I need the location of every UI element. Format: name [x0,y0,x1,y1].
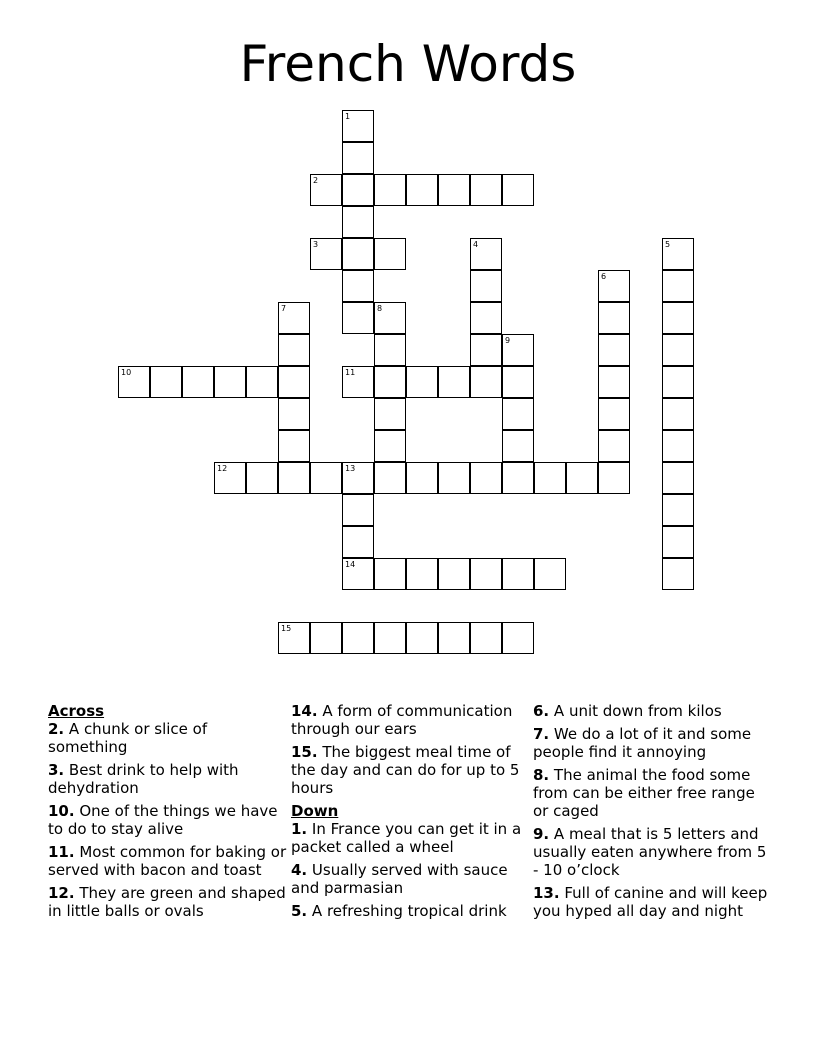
clue-text: Best drink to help with dehydration [48,761,239,797]
grid-cell[interactable] [662,238,694,270]
grid-cell[interactable] [374,174,406,206]
grid-cell[interactable] [342,622,374,654]
down-clue-list-continued [533,702,773,920]
down-heading: Down [291,802,339,820]
grid-cell[interactable] [342,494,374,526]
grid-cell[interactable] [310,238,342,270]
clue-item [291,861,531,897]
grid-cell[interactable] [470,174,502,206]
grid-cell[interactable] [502,558,534,590]
clue-number: 8. [533,766,550,784]
grid-cell[interactable] [502,366,534,398]
grid-cell[interactable] [502,174,534,206]
grid-cell[interactable] [278,462,310,494]
grid-cell[interactable] [566,462,598,494]
clues-column-3 [533,702,773,925]
clue-text: One of the things we have to do to stay alive [48,802,278,838]
grid-cell[interactable] [662,270,694,302]
clue-number: 9. [533,825,550,843]
grid-cell[interactable] [214,462,246,494]
grid-cell[interactable] [598,430,630,462]
grid-cell[interactable] [406,622,438,654]
grid-cell[interactable] [278,430,310,462]
grid-cell[interactable] [662,462,694,494]
grid-cell[interactable] [342,366,374,398]
grid-cell[interactable] [662,366,694,398]
grid-cell[interactable] [278,622,310,654]
grid-cell[interactable] [342,558,374,590]
grid-cell[interactable] [662,334,694,366]
clue-text: They are green and shaped in little balls or ovals [48,884,286,920]
grid-cell[interactable] [662,526,694,558]
grid-cell[interactable] [502,462,534,494]
clue-item [533,702,773,720]
grid-cell[interactable] [598,270,630,302]
grid-cell[interactable] [470,270,502,302]
clue-item [291,743,531,797]
grid-cell[interactable] [310,174,342,206]
across-clue-list-continued [291,702,531,797]
clue-text: A refreshing tropical drink [307,902,507,920]
cell-number: 8 [377,304,383,313]
cell-number: 9 [505,336,511,345]
grid-cell[interactable] [662,494,694,526]
clue-number: 4. [291,861,308,879]
clue-text: The biggest meal time of the day and can do for up to 5 hours [291,743,520,797]
grid-cell[interactable] [374,366,406,398]
grid-cell[interactable] [342,142,374,174]
cell-number: 14 [345,560,356,569]
clue-number: 11. [48,843,75,861]
clue-number: 6. [533,702,550,720]
grid-cell[interactable] [374,398,406,430]
across-clue-list [48,720,288,920]
cell-number: 7 [281,304,287,313]
clue-number: 1. [291,820,308,838]
grid-cell[interactable] [470,622,502,654]
grid-cell[interactable] [502,622,534,654]
grid-cell[interactable] [598,366,630,398]
clue-text: The animal the food some from can be either free range or caged [533,766,755,820]
grid-cell[interactable] [438,366,470,398]
grid-cell[interactable] [598,302,630,334]
clue-number: 5. [291,902,308,920]
grid-cell[interactable] [278,366,310,398]
clue-number: 13. [533,884,560,902]
grid-cell[interactable] [342,302,374,334]
grid-cell[interactable] [406,462,438,494]
cell-number: 3 [313,240,319,249]
cell-number: 4 [473,240,479,249]
clue-item [533,884,773,920]
clue-item [48,884,288,920]
clue-item [533,725,773,761]
cell-number: 12 [217,464,228,473]
grid-cell[interactable] [342,270,374,302]
clue-item [291,820,531,856]
grid-cell[interactable] [342,462,374,494]
grid-cell[interactable] [406,558,438,590]
grid-cell[interactable] [598,462,630,494]
cell-number: 2 [313,176,319,185]
grid-cell[interactable] [374,622,406,654]
clue-text: We do a lot of it and some people find it annoying [533,725,752,761]
grid-cell[interactable] [374,238,406,270]
clue-item [533,766,773,820]
across-heading: Across [48,702,105,720]
clue-item [291,902,531,920]
grid-cell[interactable] [342,206,374,238]
clue-text: Most common for baking or served with bacon and toast [48,843,287,879]
grid-cell[interactable] [502,430,534,462]
cell-number: 11 [345,368,356,377]
clue-number: 2. [48,720,65,738]
clue-item [533,825,773,879]
cell-number: 15 [281,624,292,633]
grid-cell[interactable] [278,302,310,334]
grid-cell[interactable] [278,334,310,366]
grid-cell[interactable] [374,462,406,494]
grid-cell[interactable] [438,558,470,590]
clue-text: Usually served with sauce and parmasian [291,861,508,897]
clue-number: 15. [291,743,318,761]
grid-cell[interactable] [406,366,438,398]
grid-cell[interactable] [342,110,374,142]
grid-cell[interactable] [662,398,694,430]
clue-item [48,761,288,797]
clue-number: 14. [291,702,318,720]
grid-cell[interactable] [374,334,406,366]
grid-cell[interactable] [374,558,406,590]
grid-cell[interactable] [374,302,406,334]
grid-cell[interactable] [470,334,502,366]
grid-cell[interactable] [118,366,150,398]
grid-cell[interactable] [662,558,694,590]
grid-cell[interactable] [246,462,278,494]
grid-cell[interactable] [534,462,566,494]
grid-cell[interactable] [502,398,534,430]
grid-cell[interactable] [470,558,502,590]
grid-cell[interactable] [310,462,342,494]
cell-number: 6 [601,272,607,281]
grid-cell[interactable] [310,622,342,654]
cell-number: 5 [665,240,671,249]
grid-cell[interactable] [374,430,406,462]
clue-text: Full of canine and will keep you hyped all day and night [533,884,768,920]
grid-cell[interactable] [214,366,246,398]
clue-text: A chunk or slice of something [48,720,208,756]
grid-cell[interactable] [438,174,470,206]
clue-text: A form of communication through our ears [291,702,513,738]
clue-number: 7. [533,725,550,743]
grid-cell[interactable] [182,366,214,398]
grid-cell[interactable] [342,238,374,270]
grid-cell[interactable] [662,430,694,462]
grid-cell[interactable] [342,174,374,206]
puzzle-title: French Words [239,35,577,93]
grid-cell[interactable] [470,366,502,398]
clue-number: 12. [48,884,75,902]
grid-cell[interactable] [406,174,438,206]
clue-item [291,702,531,738]
clue-item [48,843,288,879]
clue-text: In France you can get it in a packet called a wheel [291,820,522,856]
grid-cell[interactable] [438,622,470,654]
clues-column-1 [48,702,288,925]
clue-number: 3. [48,761,65,779]
clue-item [48,720,288,756]
grid-cell[interactable] [598,398,630,430]
cell-number: 13 [345,464,356,473]
cell-number: 10 [121,368,132,377]
cell-number: 1 [345,112,351,121]
grid-cell[interactable] [534,558,566,590]
grid-cell[interactable] [342,526,374,558]
grid-cell[interactable] [470,462,502,494]
clue-number: 10. [48,802,75,820]
grid-cell[interactable] [470,302,502,334]
clue-item [48,802,288,838]
grid-cell[interactable] [246,366,278,398]
grid-cell[interactable] [502,334,534,366]
grid-cell[interactable] [662,302,694,334]
grid-cell[interactable] [150,366,182,398]
grid-cell[interactable] [470,238,502,270]
down-clue-list [291,820,531,920]
grid-cell[interactable] [598,334,630,366]
grid-cell[interactable] [278,398,310,430]
clues-column-2 [291,702,531,925]
clue-text: A unit down from kilos [549,702,722,720]
grid-cell[interactable] [438,462,470,494]
clue-text: A meal that is 5 letters and usually eaten anywhere from 5 - 10 o’clock [533,825,767,879]
